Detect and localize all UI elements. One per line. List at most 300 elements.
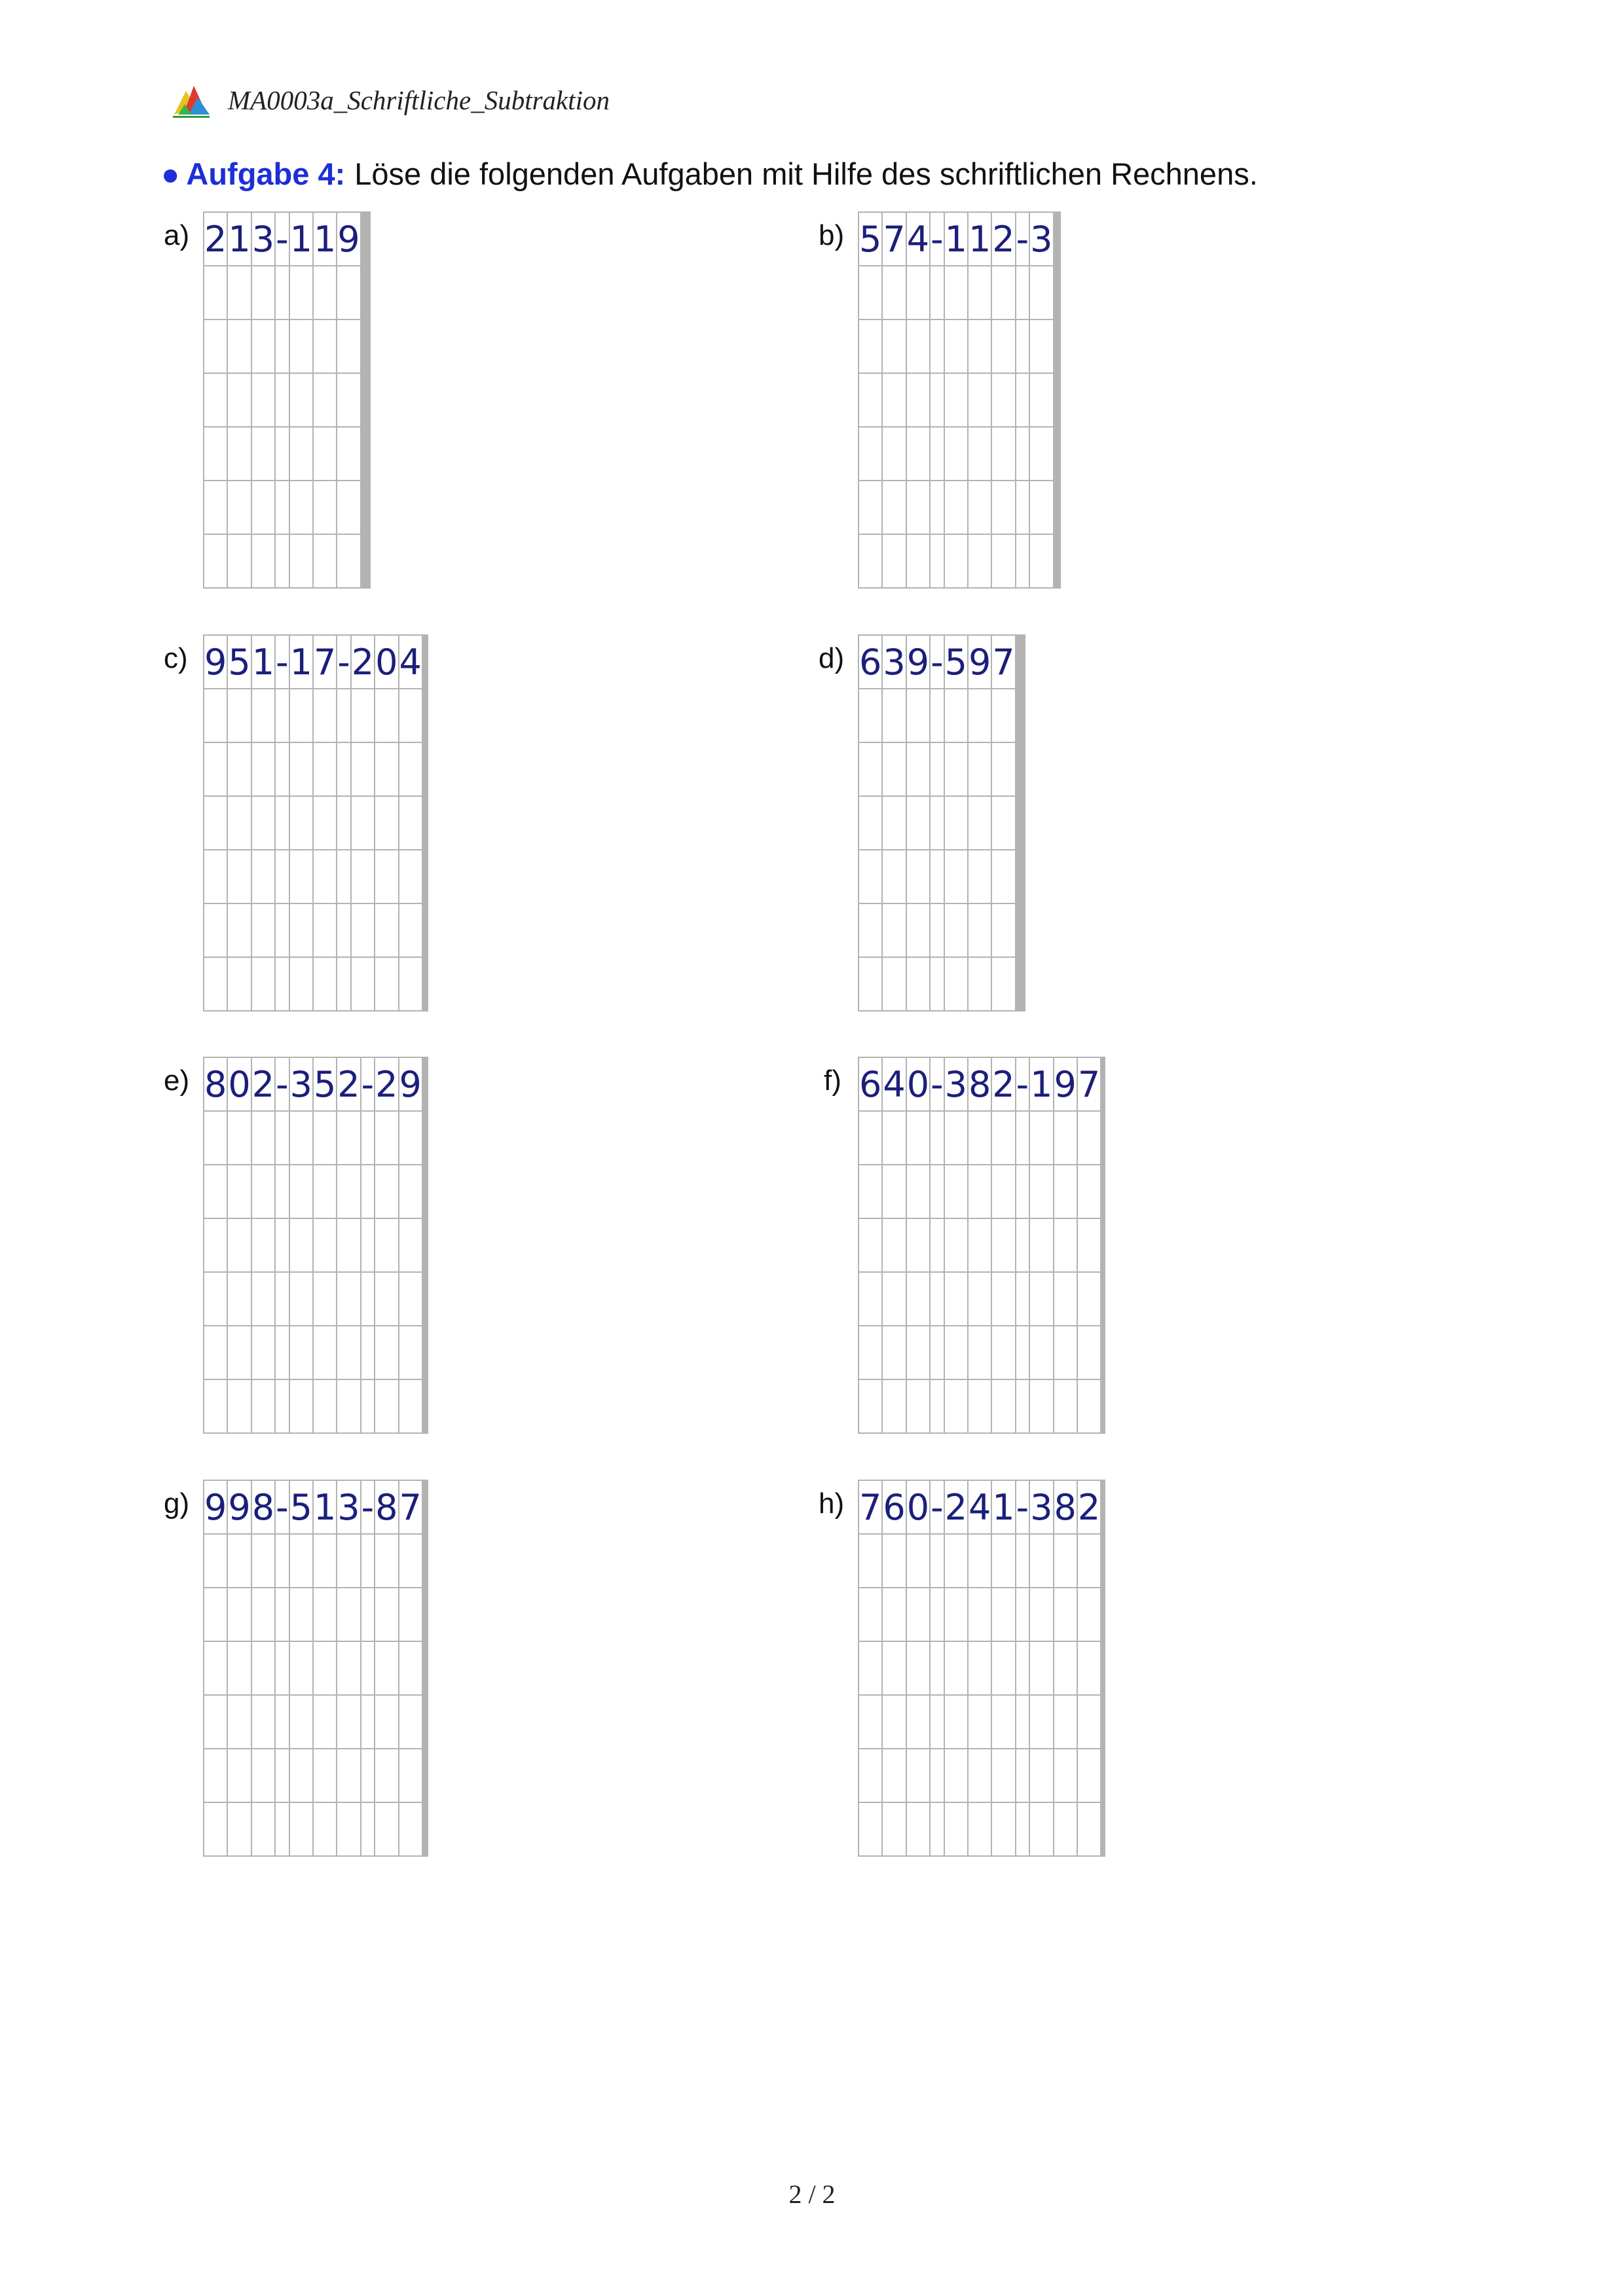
answer-cell[interactable]: [337, 1749, 360, 1802]
answer-cell[interactable]: [1077, 1534, 1101, 1588]
answer-cell[interactable]: [426, 957, 428, 1011]
answer-cell[interactable]: [275, 1695, 289, 1749]
answer-cell[interactable]: [858, 1379, 882, 1433]
answer-cell[interactable]: [944, 742, 968, 796]
answer-cell[interactable]: [1077, 1695, 1101, 1749]
answer-cell[interactable]: [930, 1588, 944, 1641]
answer-cell[interactable]: [375, 1695, 398, 1749]
answer-cell[interactable]: [313, 850, 337, 903]
answer-cell[interactable]: [204, 1588, 227, 1641]
answer-cell[interactable]: [930, 534, 944, 588]
answer-cell[interactable]: [968, 957, 991, 1011]
answer-cell[interactable]: [426, 1218, 428, 1272]
answer-cell[interactable]: [944, 1165, 968, 1218]
answer-cell[interactable]: [930, 1749, 944, 1802]
answer-cell[interactable]: [882, 481, 906, 534]
answer-cell[interactable]: [1016, 1749, 1030, 1802]
answer-cell[interactable]: [1054, 1111, 1077, 1165]
answer-cell[interactable]: [337, 1641, 360, 1695]
answer-cell[interactable]: [968, 850, 991, 903]
answer-cell[interactable]: [399, 850, 422, 903]
answer-cell[interactable]: [1059, 534, 1060, 588]
answer-cell[interactable]: [858, 1695, 882, 1749]
answer-cell[interactable]: [944, 266, 968, 319]
answer-cell[interactable]: [289, 1379, 313, 1433]
answer-cell[interactable]: [1016, 1534, 1030, 1588]
answer-cell[interactable]: [289, 1218, 313, 1272]
answer-cell[interactable]: [375, 796, 398, 850]
answer-cell[interactable]: [361, 1272, 375, 1326]
answer-cell[interactable]: [944, 796, 968, 850]
answer-cell[interactable]: [930, 689, 944, 742]
answer-cell[interactable]: [289, 850, 313, 903]
answer-cell[interactable]: [426, 689, 428, 742]
answer-cell[interactable]: [375, 1272, 398, 1326]
answer-cell[interactable]: [1016, 266, 1030, 319]
answer-cell[interactable]: [1024, 903, 1025, 957]
answer-cell[interactable]: [906, 1534, 930, 1588]
answer-cell[interactable]: [882, 1695, 906, 1749]
answer-cell[interactable]: [399, 742, 422, 796]
answer-cell[interactable]: [1054, 1749, 1077, 1802]
answer-cell[interactable]: [1016, 373, 1030, 427]
answer-cell[interactable]: [313, 1588, 337, 1641]
answer-cell[interactable]: [1029, 373, 1053, 427]
answer-cell[interactable]: [275, 1218, 289, 1272]
answer-cell[interactable]: [227, 1165, 251, 1218]
answer-cell[interactable]: [930, 1641, 944, 1695]
answer-cell[interactable]: [313, 689, 337, 742]
answer-cell[interactable]: [1103, 1588, 1105, 1641]
answer-cell[interactable]: [337, 319, 360, 373]
answer-cell[interactable]: [882, 1641, 906, 1695]
answer-cell[interactable]: [1103, 1379, 1105, 1433]
answer-cell[interactable]: [1029, 1326, 1053, 1379]
answer-cell[interactable]: [1054, 1272, 1077, 1326]
answer-cell[interactable]: [1024, 957, 1025, 1011]
answer-cell[interactable]: [882, 1326, 906, 1379]
answer-cell[interactable]: [1077, 1641, 1101, 1695]
answer-cell[interactable]: [991, 319, 1015, 373]
answer-cell[interactable]: [1103, 1695, 1105, 1749]
answer-cell[interactable]: [1029, 1534, 1053, 1588]
answer-cell[interactable]: [968, 1218, 991, 1272]
answer-cell[interactable]: [1029, 1272, 1053, 1326]
answer-cell[interactable]: [227, 742, 251, 796]
answer-cell[interactable]: [1103, 1272, 1105, 1326]
answer-cell[interactable]: [991, 796, 1015, 850]
answer-cell[interactable]: [313, 319, 337, 373]
answer-cell[interactable]: [227, 1111, 251, 1165]
answer-cell[interactable]: [399, 1326, 422, 1379]
answer-cell[interactable]: [399, 1111, 422, 1165]
answer-cell[interactable]: [337, 481, 360, 534]
answer-cell[interactable]: [1077, 1165, 1101, 1218]
answer-cell[interactable]: [930, 957, 944, 1011]
answer-cell[interactable]: [858, 481, 882, 534]
answer-cell[interactable]: [1103, 1749, 1105, 1802]
answer-cell[interactable]: [204, 1326, 227, 1379]
answer-cell[interactable]: [1016, 1695, 1030, 1749]
answer-cell[interactable]: [944, 903, 968, 957]
answer-cell[interactable]: [204, 1749, 227, 1802]
answer-cell[interactable]: [227, 796, 251, 850]
answer-cell[interactable]: [275, 266, 289, 319]
answer-cell[interactable]: [944, 689, 968, 742]
answer-cell[interactable]: [930, 266, 944, 319]
answer-cell[interactable]: [275, 1641, 289, 1695]
answer-cell[interactable]: [251, 850, 275, 903]
answer-cell[interactable]: [930, 742, 944, 796]
answer-cell[interactable]: [930, 1534, 944, 1588]
answer-cell[interactable]: [858, 796, 882, 850]
answer-cell[interactable]: [227, 534, 251, 588]
answer-cell[interactable]: [858, 1802, 882, 1856]
answer-cell[interactable]: [968, 1165, 991, 1218]
answer-cell[interactable]: [944, 1379, 968, 1433]
answer-cell[interactable]: [1077, 1379, 1101, 1433]
answer-cell[interactable]: [1103, 1111, 1105, 1165]
answer-cell[interactable]: [313, 1641, 337, 1695]
answer-cell[interactable]: [991, 1272, 1015, 1326]
answer-cell[interactable]: [858, 266, 882, 319]
answer-cell[interactable]: [858, 742, 882, 796]
answer-cell[interactable]: [275, 319, 289, 373]
answer-cell[interactable]: [991, 1111, 1015, 1165]
answer-cell[interactable]: [375, 1379, 398, 1433]
answer-cell[interactable]: [313, 1802, 337, 1856]
answer-cell[interactable]: [991, 1802, 1015, 1856]
answer-cell[interactable]: [991, 1695, 1015, 1749]
answer-cell[interactable]: [251, 266, 275, 319]
answer-cell[interactable]: [313, 427, 337, 481]
answer-cell[interactable]: [375, 1802, 398, 1856]
answer-cell[interactable]: [930, 481, 944, 534]
answer-cell[interactable]: [375, 1641, 398, 1695]
answer-cell[interactable]: [351, 742, 375, 796]
answer-cell[interactable]: [968, 742, 991, 796]
answer-cell[interactable]: [882, 1588, 906, 1641]
answer-cell[interactable]: [227, 850, 251, 903]
answer-cell[interactable]: [275, 742, 289, 796]
answer-cell[interactable]: [882, 1749, 906, 1802]
answer-cell[interactable]: [204, 850, 227, 903]
answer-cell[interactable]: [227, 1272, 251, 1326]
answer-cell[interactable]: [426, 1379, 428, 1433]
answer-cell[interactable]: [1077, 1111, 1101, 1165]
answer-cell[interactable]: [1029, 1379, 1053, 1433]
answer-cell[interactable]: [275, 1802, 289, 1856]
answer-cell[interactable]: [991, 689, 1015, 742]
answer-cell[interactable]: [227, 1802, 251, 1856]
answer-cell[interactable]: [375, 689, 398, 742]
answer-cell[interactable]: [858, 903, 882, 957]
answer-cell[interactable]: [204, 742, 227, 796]
answer-cell[interactable]: [251, 1379, 275, 1433]
answer-cell[interactable]: [906, 1218, 930, 1272]
answer-cell[interactable]: [858, 1218, 882, 1272]
answer-cell[interactable]: [930, 1695, 944, 1749]
answer-cell[interactable]: [944, 1534, 968, 1588]
answer-cell[interactable]: [289, 373, 313, 427]
answer-cell[interactable]: [289, 266, 313, 319]
answer-cell[interactable]: [313, 481, 337, 534]
answer-cell[interactable]: [930, 1272, 944, 1326]
answer-cell[interactable]: [251, 1534, 275, 1588]
answer-cell[interactable]: [1103, 1326, 1105, 1379]
answer-cell[interactable]: [991, 1534, 1015, 1588]
answer-cell[interactable]: [1016, 1641, 1030, 1695]
answer-cell[interactable]: [882, 1802, 906, 1856]
answer-cell[interactable]: [1059, 427, 1060, 481]
answer-cell[interactable]: [375, 742, 398, 796]
answer-cell[interactable]: [361, 1165, 375, 1218]
answer-cell[interactable]: [944, 1695, 968, 1749]
answer-cell[interactable]: [858, 957, 882, 1011]
answer-cell[interactable]: [337, 1534, 360, 1588]
answer-cell[interactable]: [227, 1749, 251, 1802]
answer-cell[interactable]: [1059, 266, 1060, 319]
answer-cell[interactable]: [289, 1272, 313, 1326]
answer-cell[interactable]: [275, 1326, 289, 1379]
answer-cell[interactable]: [375, 1218, 398, 1272]
answer-cell[interactable]: [1016, 427, 1030, 481]
answer-cell[interactable]: [1029, 1165, 1053, 1218]
answer-cell[interactable]: [251, 903, 275, 957]
answer-cell[interactable]: [1029, 1749, 1053, 1802]
answer-cell[interactable]: [991, 373, 1015, 427]
answer-cell[interactable]: [1016, 1588, 1030, 1641]
answer-cell[interactable]: [369, 427, 370, 481]
answer-cell[interactable]: [337, 903, 351, 957]
answer-cell[interactable]: [1054, 1326, 1077, 1379]
answer-cell[interactable]: [991, 1326, 1015, 1379]
answer-cell[interactable]: [1016, 481, 1030, 534]
answer-cell[interactable]: [991, 1218, 1015, 1272]
answer-cell[interactable]: [275, 1111, 289, 1165]
answer-cell[interactable]: [289, 1326, 313, 1379]
answer-cell[interactable]: [906, 534, 930, 588]
answer-cell[interactable]: [204, 1165, 227, 1218]
answer-cell[interactable]: [1029, 1111, 1053, 1165]
answer-cell[interactable]: [1016, 1111, 1030, 1165]
answer-cell[interactable]: [858, 427, 882, 481]
answer-cell[interactable]: [337, 1111, 360, 1165]
answer-cell[interactable]: [227, 957, 251, 1011]
answer-cell[interactable]: [1077, 1218, 1101, 1272]
answer-cell[interactable]: [1054, 1802, 1077, 1856]
answer-cell[interactable]: [289, 1695, 313, 1749]
answer-cell[interactable]: [337, 742, 351, 796]
answer-cell[interactable]: [991, 427, 1015, 481]
answer-cell[interactable]: [426, 796, 428, 850]
answer-cell[interactable]: [882, 1379, 906, 1433]
answer-cell[interactable]: [369, 266, 370, 319]
answer-cell[interactable]: [1054, 1379, 1077, 1433]
answer-cell[interactable]: [1103, 1534, 1105, 1588]
answer-cell[interactable]: [251, 1641, 275, 1695]
answer-cell[interactable]: [882, 1534, 906, 1588]
answer-cell[interactable]: [337, 957, 351, 1011]
answer-cell[interactable]: [930, 1218, 944, 1272]
answer-cell[interactable]: [275, 689, 289, 742]
answer-cell[interactable]: [1029, 266, 1053, 319]
answer-cell[interactable]: [369, 534, 370, 588]
answer-cell[interactable]: [968, 1588, 991, 1641]
answer-cell[interactable]: [251, 1218, 275, 1272]
answer-cell[interactable]: [426, 1326, 428, 1379]
answer-cell[interactable]: [1016, 1218, 1030, 1272]
answer-cell[interactable]: [1029, 481, 1053, 534]
answer-cell[interactable]: [337, 1218, 360, 1272]
answer-cell[interactable]: [882, 796, 906, 850]
answer-cell[interactable]: [944, 1802, 968, 1856]
answer-cell[interactable]: [882, 534, 906, 588]
answer-cell[interactable]: [275, 481, 289, 534]
answer-cell[interactable]: [289, 319, 313, 373]
answer-cell[interactable]: [882, 1218, 906, 1272]
answer-cell[interactable]: [944, 850, 968, 903]
answer-cell[interactable]: [313, 266, 337, 319]
answer-cell[interactable]: [906, 427, 930, 481]
answer-cell[interactable]: [1054, 1588, 1077, 1641]
answer-cell[interactable]: [882, 1165, 906, 1218]
answer-cell[interactable]: [968, 373, 991, 427]
answer-cell[interactable]: [1024, 742, 1025, 796]
answer-cell[interactable]: [227, 903, 251, 957]
answer-cell[interactable]: [313, 1695, 337, 1749]
answer-cell[interactable]: [1024, 850, 1025, 903]
answer-cell[interactable]: [882, 319, 906, 373]
answer-cell[interactable]: [313, 1272, 337, 1326]
answer-cell[interactable]: [944, 1749, 968, 1802]
answer-cell[interactable]: [1029, 1588, 1053, 1641]
answer-cell[interactable]: [361, 1695, 375, 1749]
answer-cell[interactable]: [204, 319, 227, 373]
answer-cell[interactable]: [1059, 319, 1060, 373]
answer-cell[interactable]: [930, 1165, 944, 1218]
answer-cell[interactable]: [1016, 1802, 1030, 1856]
answer-cell[interactable]: [991, 1165, 1015, 1218]
answer-cell[interactable]: [361, 1326, 375, 1379]
answer-cell[interactable]: [204, 534, 227, 588]
answer-cell[interactable]: [251, 1326, 275, 1379]
answer-cell[interactable]: [289, 534, 313, 588]
answer-cell[interactable]: [204, 481, 227, 534]
answer-cell[interactable]: [968, 1326, 991, 1379]
answer-cell[interactable]: [313, 957, 337, 1011]
answer-cell[interactable]: [858, 534, 882, 588]
answer-cell[interactable]: [1016, 1165, 1030, 1218]
answer-cell[interactable]: [227, 1588, 251, 1641]
answer-cell[interactable]: [426, 1111, 428, 1165]
answer-cell[interactable]: [375, 1588, 398, 1641]
answer-cell[interactable]: [1077, 1588, 1101, 1641]
answer-cell[interactable]: [991, 534, 1015, 588]
answer-cell[interactable]: [1054, 1641, 1077, 1695]
answer-cell[interactable]: [337, 1272, 360, 1326]
answer-cell[interactable]: [858, 1111, 882, 1165]
answer-cell[interactable]: [426, 1272, 428, 1326]
answer-cell[interactable]: [289, 957, 313, 1011]
answer-cell[interactable]: [426, 850, 428, 903]
answer-cell[interactable]: [313, 1749, 337, 1802]
answer-cell[interactable]: [289, 796, 313, 850]
answer-cell[interactable]: [1016, 1272, 1030, 1326]
answer-cell[interactable]: [251, 481, 275, 534]
answer-cell[interactable]: [426, 903, 428, 957]
answer-cell[interactable]: [251, 1165, 275, 1218]
answer-cell[interactable]: [944, 1218, 968, 1272]
answer-cell[interactable]: [968, 1641, 991, 1695]
answer-cell[interactable]: [289, 1534, 313, 1588]
answer-cell[interactable]: [930, 1111, 944, 1165]
answer-cell[interactable]: [337, 1588, 360, 1641]
answer-cell[interactable]: [351, 850, 375, 903]
answer-cell[interactable]: [906, 850, 930, 903]
answer-cell[interactable]: [968, 1534, 991, 1588]
answer-cell[interactable]: [289, 1165, 313, 1218]
answer-cell[interactable]: [361, 1111, 375, 1165]
answer-cell[interactable]: [313, 903, 337, 957]
answer-cell[interactable]: [991, 266, 1015, 319]
answer-cell[interactable]: [1016, 1379, 1030, 1433]
answer-cell[interactable]: [944, 373, 968, 427]
answer-cell[interactable]: [858, 1165, 882, 1218]
answer-cell[interactable]: [275, 1588, 289, 1641]
answer-cell[interactable]: [375, 1534, 398, 1588]
answer-cell[interactable]: [426, 1749, 428, 1802]
answer-cell[interactable]: [930, 903, 944, 957]
answer-cell[interactable]: [944, 319, 968, 373]
answer-cell[interactable]: [361, 1588, 375, 1641]
answer-cell[interactable]: [399, 1641, 422, 1695]
answer-cell[interactable]: [1024, 689, 1025, 742]
answer-cell[interactable]: [227, 1218, 251, 1272]
answer-cell[interactable]: [1029, 1695, 1053, 1749]
answer-cell[interactable]: [361, 1218, 375, 1272]
answer-cell[interactable]: [944, 427, 968, 481]
answer-cell[interactable]: [227, 319, 251, 373]
answer-cell[interactable]: [313, 1111, 337, 1165]
answer-cell[interactable]: [251, 319, 275, 373]
answer-cell[interactable]: [1054, 1218, 1077, 1272]
answer-cell[interactable]: [375, 1326, 398, 1379]
answer-cell[interactable]: [337, 1695, 360, 1749]
answer-cell[interactable]: [251, 427, 275, 481]
answer-cell[interactable]: [882, 850, 906, 903]
answer-cell[interactable]: [313, 742, 337, 796]
answer-cell[interactable]: [930, 1802, 944, 1856]
answer-cell[interactable]: [227, 373, 251, 427]
answer-cell[interactable]: [275, 957, 289, 1011]
answer-cell[interactable]: [204, 957, 227, 1011]
answer-cell[interactable]: [882, 957, 906, 1011]
answer-cell[interactable]: [1103, 1802, 1105, 1856]
answer-cell[interactable]: [399, 1272, 422, 1326]
answer-cell[interactable]: [1054, 1165, 1077, 1218]
answer-cell[interactable]: [204, 266, 227, 319]
answer-cell[interactable]: [289, 742, 313, 796]
answer-cell[interactable]: [930, 373, 944, 427]
answer-cell[interactable]: [906, 319, 930, 373]
answer-cell[interactable]: [375, 1749, 398, 1802]
answer-cell[interactable]: [227, 1379, 251, 1433]
answer-cell[interactable]: [968, 1111, 991, 1165]
answer-cell[interactable]: [227, 1695, 251, 1749]
answer-cell[interactable]: [968, 534, 991, 588]
answer-cell[interactable]: [227, 1326, 251, 1379]
